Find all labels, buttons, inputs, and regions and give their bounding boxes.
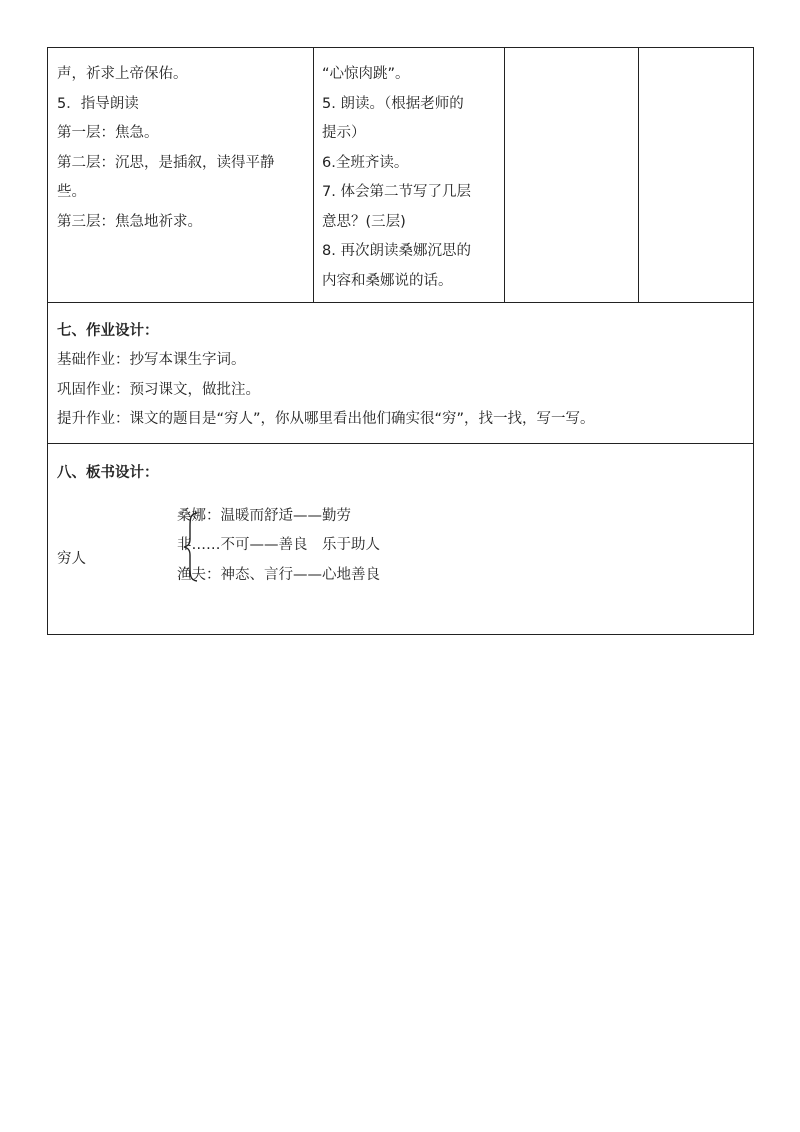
text-line: 5. 朗读。（根据老师的 bbox=[322, 95, 464, 112]
board-design-title: 八、板书设计： bbox=[57, 464, 159, 481]
empty-cell bbox=[505, 48, 639, 303]
board-line: 桑娜：温暖而舒适——勤劳 bbox=[177, 507, 351, 524]
empty-cell bbox=[639, 48, 754, 303]
homework-cell bbox=[48, 303, 754, 444]
board-key-word: 穷人 bbox=[57, 550, 86, 567]
text-line: “心惊肉跳”。 bbox=[322, 66, 410, 82]
text-line: 内容和桑娜说的话。 bbox=[322, 272, 453, 289]
teaching-process-row bbox=[48, 48, 754, 303]
text-line: 提示） bbox=[322, 125, 366, 141]
text-line: 些。 bbox=[57, 184, 86, 200]
homework-row bbox=[48, 303, 754, 444]
board-line: 渔夫：神态、言行——心地善良 bbox=[177, 566, 380, 583]
board-design-row bbox=[48, 443, 754, 634]
homework-item: 巩固作业：预习课文，做批注。 bbox=[57, 381, 260, 398]
homework-title: 七、作业设计： bbox=[57, 323, 159, 339]
lesson-plan-sheet bbox=[47, 47, 753, 635]
text-line: 意思？(三层) bbox=[322, 213, 406, 230]
text-line: 第二层：沉思，是插叙，读得平静 bbox=[57, 154, 275, 171]
board-lines bbox=[177, 502, 380, 591]
text-line: 8. 再次朗读桑娜沉思的 bbox=[322, 243, 471, 259]
homework-item: 基础作业：抄写本课生字词。 bbox=[57, 352, 246, 368]
text-line: 第一层：焦急。 bbox=[57, 125, 159, 141]
text-line: 第三层：焦急地祈求。 bbox=[57, 213, 202, 230]
text-line: 6.全班齐读。 bbox=[322, 154, 409, 171]
homework-item: 提升作业：课文的题目是“穷人”，你从哪里看出他们确实很“穷”，找一找，写一写。 bbox=[57, 411, 595, 427]
text-line: 声，祈求上帝保佑。 bbox=[57, 66, 188, 82]
board-line: 非……不可——善良 乐于助人 bbox=[177, 537, 380, 553]
lesson-plan-table bbox=[47, 47, 754, 635]
teacher-activity-cell bbox=[48, 48, 314, 303]
text-line: 7. 体会第二节写了几层 bbox=[322, 184, 471, 200]
student-activity-cell bbox=[314, 48, 505, 303]
text-line: 5．指导朗读 bbox=[57, 95, 139, 112]
board-design-cell bbox=[48, 443, 754, 634]
